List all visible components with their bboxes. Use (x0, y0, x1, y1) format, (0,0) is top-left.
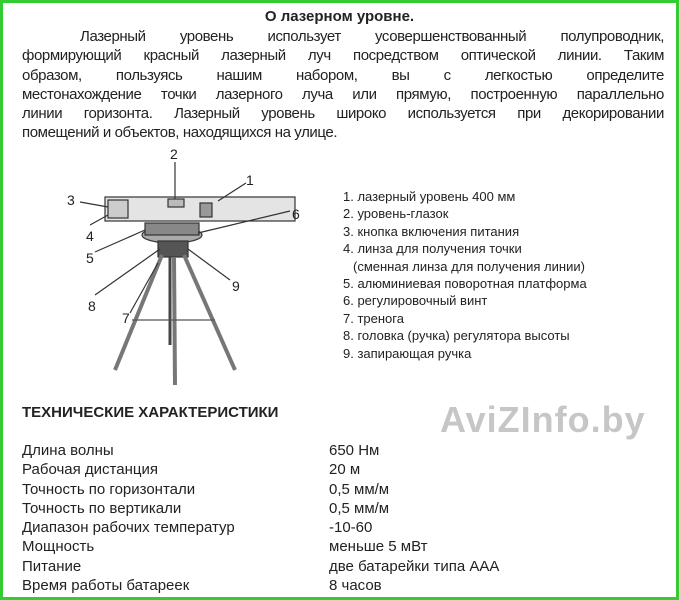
callout-4: 4 (86, 228, 94, 244)
spec-value: 20 м (329, 461, 361, 479)
spec-value: -10-60 (329, 519, 373, 537)
legend-item: 2. уровень-глазок (343, 206, 449, 222)
legend-item: 5. алюминиевая поворотная платформа (343, 276, 587, 292)
callout-1: 1 (246, 172, 254, 188)
paragraph-line: линии горизонта. Лазерный уровень широко используется при декорировании (22, 105, 664, 123)
callout-6: 6 (292, 206, 300, 222)
callout-2: 2 (170, 146, 178, 162)
spec-key: Длина волны (22, 442, 114, 459)
callout-7: 7 (122, 310, 130, 326)
spec-key: Диапазон рабочих температур (22, 519, 235, 537)
spec-row (22, 460, 499, 479)
spec-row (22, 480, 499, 499)
specs-table (22, 441, 499, 595)
paragraph-line: помещений и объектов, находящихся на улице. (22, 124, 338, 142)
callout-8: 8 (88, 298, 96, 314)
spec-row (22, 499, 499, 518)
legend-item: 8. головка (ручка) регулятора высоты (343, 328, 570, 344)
spec-key: Точность по вертикали (22, 499, 182, 517)
spec-row (22, 441, 499, 460)
leader-line (80, 202, 108, 207)
callout-5: 5 (86, 250, 94, 266)
paragraph-line: формирующий красный лазерный луч посредством оптической линии. Таким (22, 47, 664, 65)
tripod-head (158, 241, 188, 257)
spec-row (22, 518, 499, 537)
laser-level-diagram (50, 145, 320, 395)
spec-value: 8 часов (329, 577, 382, 595)
spec-value: 0,5 мм/м (329, 480, 390, 498)
parts-legend (343, 188, 587, 362)
paragraph-line: Лазерный уровень использует усовершенствованный полупроводник, (80, 28, 664, 45)
watermark: AviZInfo.by (440, 399, 646, 440)
legend-item: 9. запирающая ручка (343, 345, 472, 361)
leader-line (95, 230, 145, 252)
legend-item: (сменная линза для получения линии) (353, 258, 585, 274)
legend-item: 1. лазерный уровень 400 мм (343, 189, 516, 204)
spec-key: Точность по горизонтали (22, 480, 196, 498)
callout-9: 9 (232, 278, 240, 294)
page-title: О лазерном уровне. (264, 8, 415, 25)
paragraph-line: образом, пользуясь нашим набором, вы с легкостью определите (22, 66, 664, 84)
tripod-leg (174, 257, 175, 385)
spec-value: 0,5 мм/м (329, 499, 390, 517)
specs-heading: ТЕХНИЧЕСКИЕ ХАРАКТЕРИСТИКИ (22, 404, 279, 421)
callout-3: 3 (67, 192, 75, 208)
legend-item: 6. регулировочный винт (343, 293, 488, 309)
platform-base (145, 223, 199, 235)
spec-key: Время работы батареек (22, 577, 190, 595)
leader-line (130, 263, 158, 313)
spec-key: Питание (22, 557, 82, 575)
paragraph-line: местонахождение точки лазерного луча или прямую, построенную параллельно (22, 85, 664, 103)
spec-key: Рабочая дистанция (22, 461, 158, 479)
spec-value: 650 Нм (329, 442, 380, 459)
level-window (200, 203, 212, 217)
power-button (108, 200, 128, 218)
spec-value: меньше 5 мВт (329, 538, 428, 556)
legend-item: 7. тренога (343, 310, 404, 326)
bubble-vial (168, 199, 184, 207)
spec-value: две батарейки типа ААА (329, 557, 500, 575)
legend-item: 4. линза для получения точки (343, 241, 522, 257)
spec-key: Мощность (22, 538, 95, 556)
tripod-leg (184, 255, 235, 370)
spec-row (22, 557, 499, 576)
legend-item: 3. кнопка включения питания (343, 223, 520, 239)
intro-paragraph (22, 27, 664, 143)
spec-row (22, 576, 499, 595)
spec-row (22, 537, 499, 556)
